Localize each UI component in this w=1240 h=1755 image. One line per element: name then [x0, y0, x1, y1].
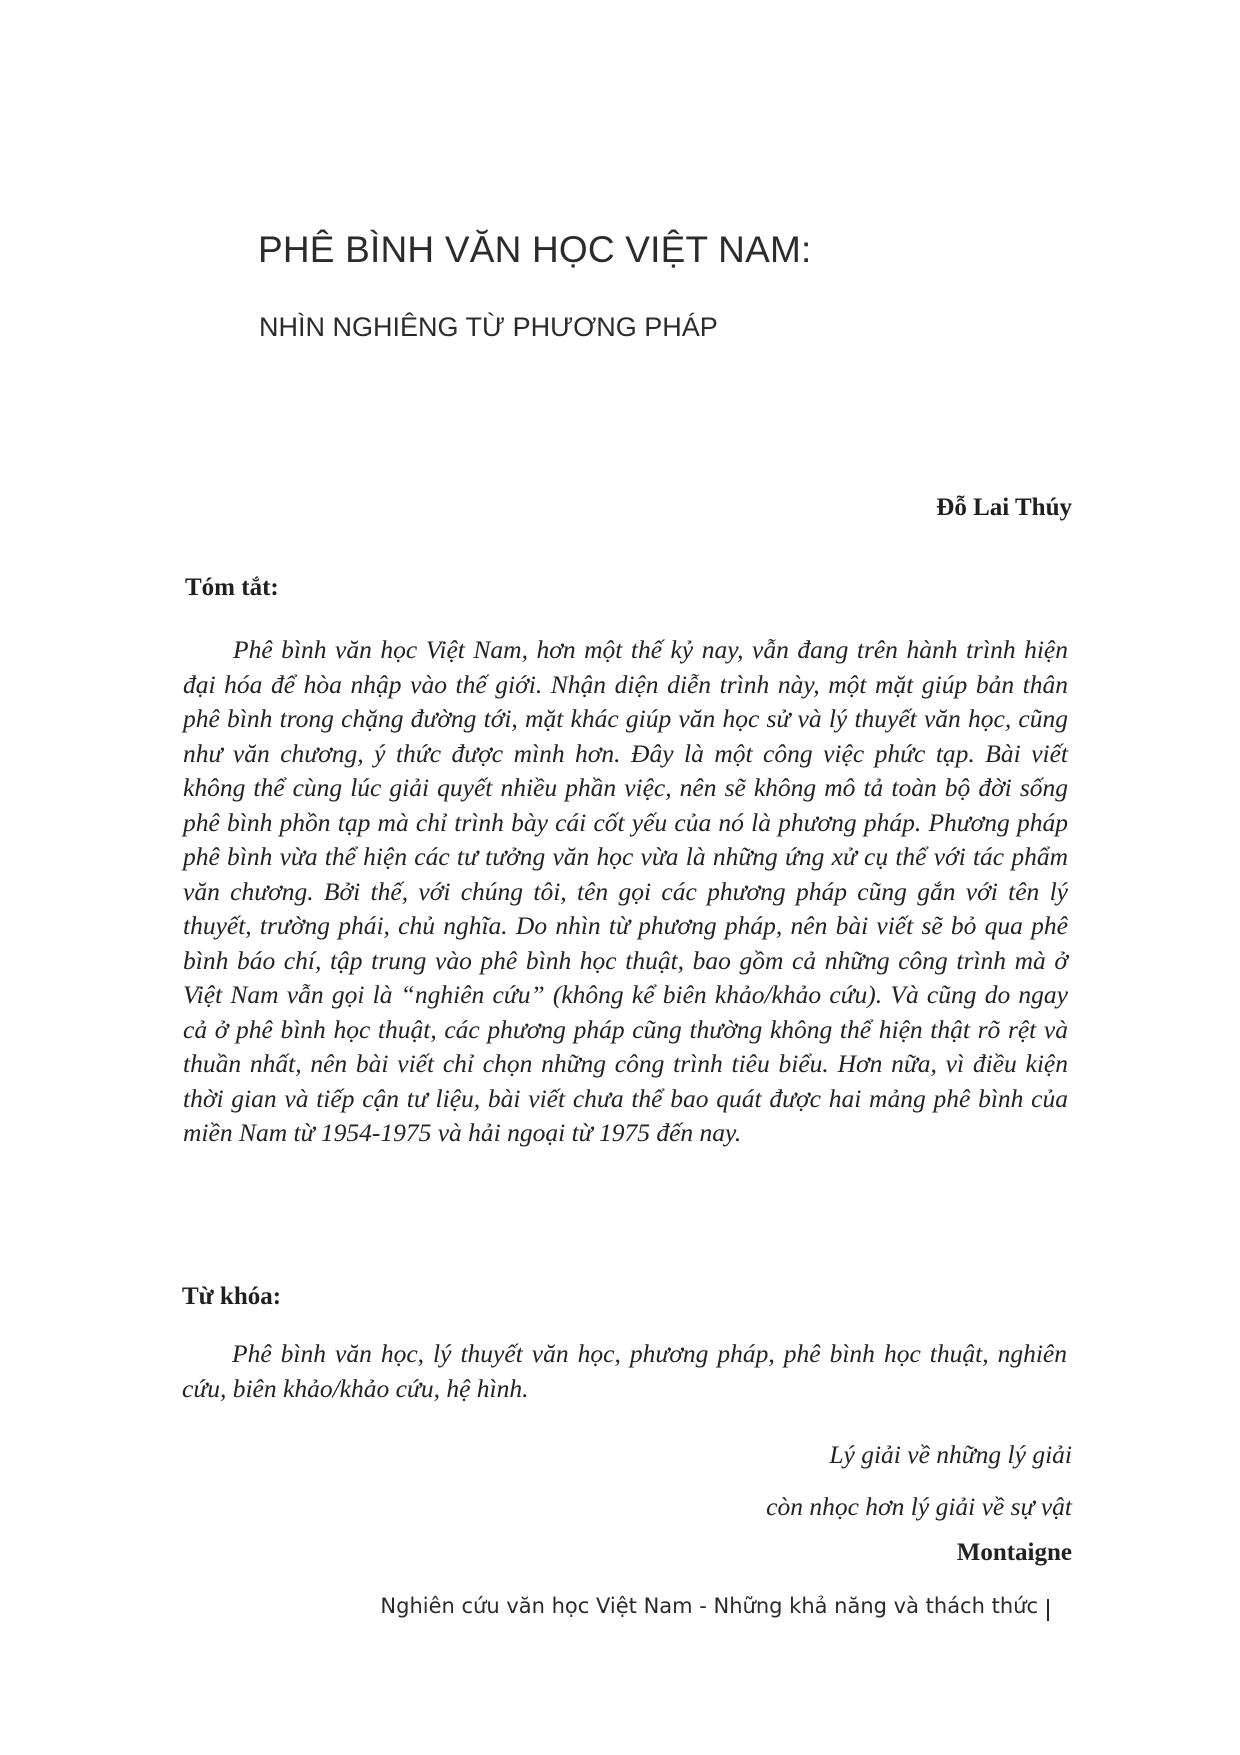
article-title: PHÊ BÌNH VĂN HỌC VIỆT NAM:: [258, 229, 812, 270]
article-subtitle: NHÌN NGHIÊNG TỪ PHƯƠNG PHÁP: [259, 312, 718, 342]
running-footer: Nghiên cứu văn học Việt Nam - Những khả năng và thách thức: [380, 1594, 1038, 1618]
footer-divider: [1047, 1599, 1049, 1621]
article-author: Đỗ Lai Thúy: [936, 494, 1072, 521]
epigraph: [766, 1429, 1072, 1573]
abstract-heading: Tóm tắt:: [185, 574, 279, 601]
abstract-text: Phê bình văn học Việt Nam, hơn một thế kỷ nay, vẫn đang trên hành trình hiện đại hóa để hòa nhập vào thế giới. Nhận diện diễn trình này, một mặt giúp bản thân phê bình trong chặng đường tới, mặt khác giúp văn học sử và lý thuyết văn học, cũng như văn chương, ý thức được mình hơn. Đây là một công việc phức tạp. Bài viết không thể cùng lúc giải quyết nhiều phần việc, nên sẽ không mô tả toàn bộ đời sống phê bình phồn tạp mà chỉ trình bày cái cốt yếu của nó là phương pháp. Phương pháp phê bình vừa thể hiện các tư tưởng văn học vừa là những ứng xử cụ thể với tác phẩm văn chương. Bởi thế, với chúng tôi, tên gọi các phương pháp cũng gắn với tên lý thuyết, trường phái, chủ nghĩa. Do nhìn từ phương pháp, nên bài viết sẽ bỏ qua phê bình báo chí, tập trung vào phê bình học thuật, bao gồm cả những công trình mà ở Việt Nam vẫn gọi là “nghiên cứu” (không kể biên khảo/khảo cứu). Và cũng do ngay cả ở phê bình học thuật, các phương pháp cũng thường không thể hiện thật rõ rệt và thuần nhất, nên bài viết chỉ chọn những công trình tiêu biểu. Hơn nữa, vì điều kiện thời gian và tiếp cận tư liệu, bài viết chưa thể bao quát được hai mảng phê bình của miền Nam từ 1954-1975 và hải ngoại từ 1975 đến nay.: [183, 635, 1068, 1147]
epigraph-author: Montaigne: [956, 1539, 1072, 1566]
keywords-heading: Từ khóa:: [182, 1283, 282, 1310]
epigraph-line-2: còn nhọc hơn lý giải về sự vật: [766, 1492, 1072, 1521]
epigraph-line-1: Lý giải về những lý giải: [829, 1440, 1072, 1469]
keywords-text: Phê bình văn học, lý thuyết văn học, phương pháp, phê bình học thuật, nghiên cứu, biên khảo/khảo cứu, hệ hình.: [182, 1339, 1067, 1403]
